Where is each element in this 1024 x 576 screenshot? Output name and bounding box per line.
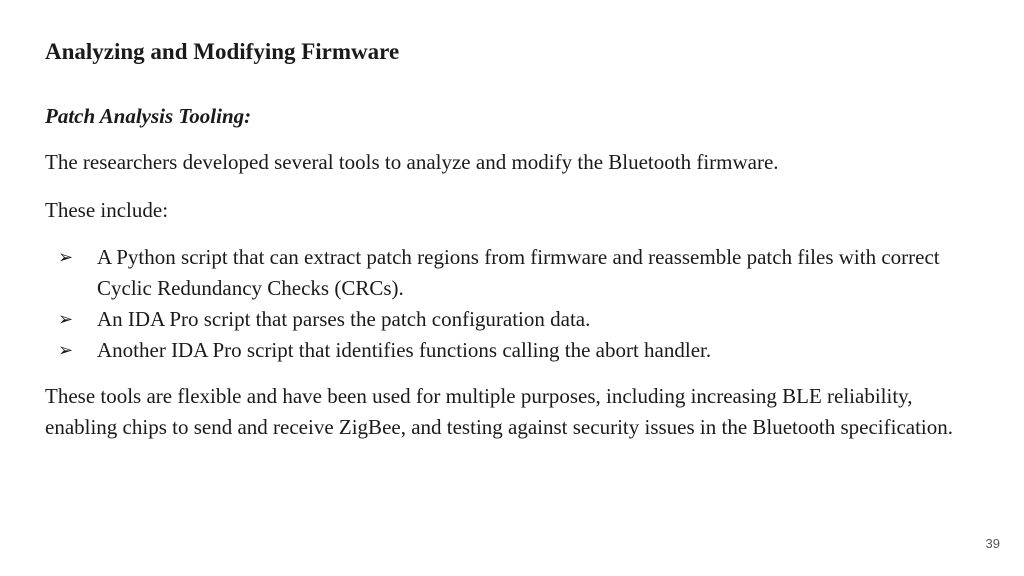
- bullet-text: Another IDA Pro script that identifies functions calling the abort handler.: [97, 338, 712, 362]
- conclusion-paragraph: These tools are flexible and have been used for multiple purposes, including increasing BLE reliability, enabling chips to send and receive ZigBee, and testing against security issues in the Bluetooth specification.: [45, 384, 954, 439]
- section-subtitle: Patch Analysis Tooling:: [45, 104, 252, 128]
- arrowhead-bullet-icon: ➢: [58, 309, 74, 330]
- lead-paragraph: These include:: [45, 198, 169, 222]
- bullet-text: An IDA Pro script that parses the patch configuration data.: [97, 307, 591, 331]
- list-item: [58, 335, 978, 366]
- arrowhead-bullet-icon: ➢: [58, 340, 74, 361]
- list-item: [58, 304, 978, 335]
- tools-bullet-list: [58, 242, 978, 366]
- arrowhead-bullet-icon: ➢: [58, 247, 74, 268]
- bullet-text: A Python script that can extract patch regions from firmware and reassemble patch files with correct Cyclic Redundancy Checks (CRCs).: [97, 245, 940, 300]
- list-item: [58, 242, 978, 304]
- slide-title: Analyzing and Modifying Firmware: [45, 39, 400, 64]
- page-number: 39: [985, 536, 1000, 551]
- intro-paragraph: The researchers developed several tools to analyze and modify the Bluetooth firmware.: [45, 150, 779, 174]
